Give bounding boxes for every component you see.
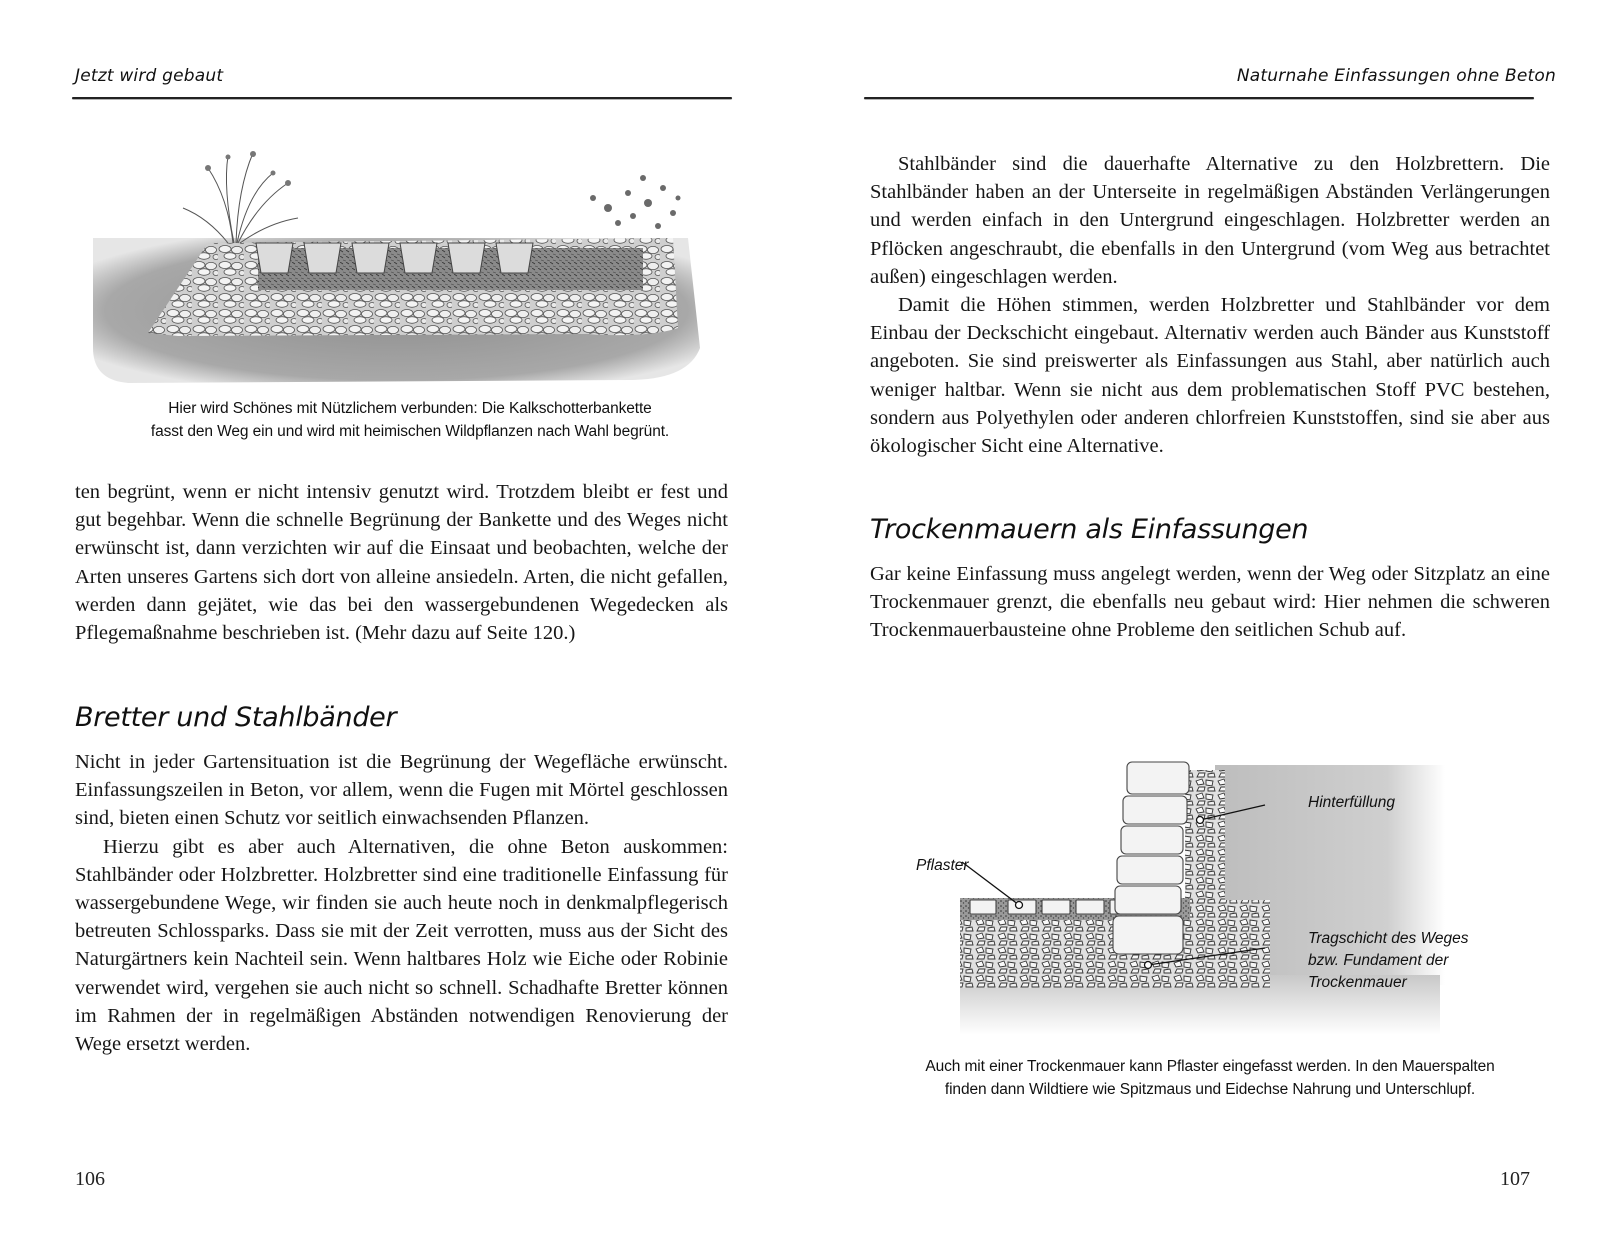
header-rule xyxy=(72,97,732,99)
section-heading-bretter: Bretter und Stahlbänder xyxy=(75,702,397,733)
paragraph: Damit die Höhen stimmen, werden Holzbretter und Stahlbänder vor dem Einbau der Deckschicht eingebaut. Alternativ werden auch Bänder aus Kunststoff angeboten. Sie sind preiswerter als Einfassungen aus Stahl, aber natürlich auch weniger haltbar. Wenn sie nicht aus dem problematischen Stoff PVC bestehen, sondern aus Polyethylen oder anderen chlorfreien Kunststoffen, sind sie aber aus ökologischer Sicht eine Alternative. xyxy=(870,294,1550,458)
section-body-bretter xyxy=(75,748,728,1058)
header-rule xyxy=(864,97,1534,99)
section-body-trockenmauern xyxy=(870,560,1550,645)
figure-caption-left xyxy=(90,397,730,443)
right-body-text xyxy=(870,150,1550,460)
page-number-left: 106 xyxy=(75,1168,105,1190)
paragraph: ten begrünt, wenn er nicht intensiv genutzt wird. Trotzdem bleibt er fest und gut begehbar. Wenn die schnelle Begrünung der Bankette und des Weges nicht erwünscht ist, dann verzichten wir auf die Einsaat und beobachten, welche der Arten unseres Gartens sich dort von alleine ansiedeln. Arten, die nicht gefallen, werden dann gejätet, wie das bei den wassergebundenen Wegedecken als Pflegemaßnahme beschrieben ist. (Mehr dazu auf Seite 120.) xyxy=(75,481,728,645)
label-line: bzw. Fundament der xyxy=(1308,952,1449,969)
right-page xyxy=(820,0,1618,1240)
caption-line: Auch mit einer Trockenmauer kann Pflaster eingefasst werden. In den Mauerspalten xyxy=(925,1058,1495,1075)
figure-caption-right xyxy=(860,1055,1560,1101)
continuation-paragraph xyxy=(75,478,728,647)
running-head-left: Jetzt wird gebaut xyxy=(75,66,224,86)
left-page xyxy=(0,0,790,1240)
paragraph: Stahlbänder sind die dauerhafte Alternative zu den Holzbrettern. Die Stahlbänder haben an der Unterseite in regelmäßigen Abständen Verlängerungen und werden einfach in den Untergrund eingeschlagen. Holzbretter werden an Pflöcken angeschraubt, die ebenfalls in den Untergrund (vom Weg aus betrachtet außen) eingeschlagen werden. xyxy=(870,153,1550,288)
trockenmauer-cross-section-diagram xyxy=(930,750,1510,1050)
paragraph: Gar keine Einfassung muss angelegt werden, wenn der Weg oder Sitzplatz an eine Trockenmauer grenzt, die ebenfalls neu gebaut wird: Hier nehmen die schweren Trockenmauerbausteine ohne Probleme den seitlichen Schub auf. xyxy=(870,563,1550,642)
running-head-right: Naturnahe Einfassungen ohne Beton xyxy=(1236,66,1556,86)
section-heading-trockenmauern: Trockenmauern als Einfassungen xyxy=(870,514,1309,545)
caption-line: Hier wird Schönes mit Nützlichem verbunden: Die Kalkschotterbankette xyxy=(168,400,652,417)
label-line: Trockenmauer xyxy=(1308,974,1407,991)
caption-line: fasst den Weg ein und wird mit heimischen Wildpflanzen nach Wahl begrünt. xyxy=(150,423,670,440)
kalkschotter-bankette-illustration xyxy=(88,148,708,388)
label-line: Tragschicht des Weges xyxy=(1308,930,1469,947)
label-tragschicht xyxy=(1308,928,1469,994)
label-hinterfuellung: Hinterfüllung xyxy=(1308,794,1396,811)
page-number-right: 107 xyxy=(1500,1168,1530,1190)
caption-line: finden dann Wildtiere wie Spitzmaus und Eidechse Nahrung und Unterschlupf. xyxy=(944,1081,1476,1098)
label-pflaster: Pflaster xyxy=(916,857,969,874)
paragraph: Nicht in jeder Gartensituation ist die Begrünung der Wegefläche erwünscht. Einfassungszeilen in Beton, vor allem, wenn die Fugen mit Mörtel geschlossen sind, bieten einen Schutz vor seitlich einwachsenden Pflanzen. xyxy=(75,751,728,830)
paragraph: Hierzu gibt es aber auch Alternativen, die ohne Beton auskommen: Stahlbänder oder Holzbretter. Holzbretter sind eine traditionelle Einfassung für wassergebundene Wege, wir finden sie auch heute noch in denkmalpflegerisch betreuten Schlossparks. Dass sie mit der Zeit verrotten, muss aus der Sicht des Naturgärtners kein Nachteil sein. Wenn haltbares Holz wie Eiche oder Robinie verwendet wird, vergehen sie auch nicht so schnell. Schadhafte Bretter können im Rahmen der in regelmäßigen Abständen notwendigen Renovierung der Wege ersetzt werden. xyxy=(75,835,728,1056)
